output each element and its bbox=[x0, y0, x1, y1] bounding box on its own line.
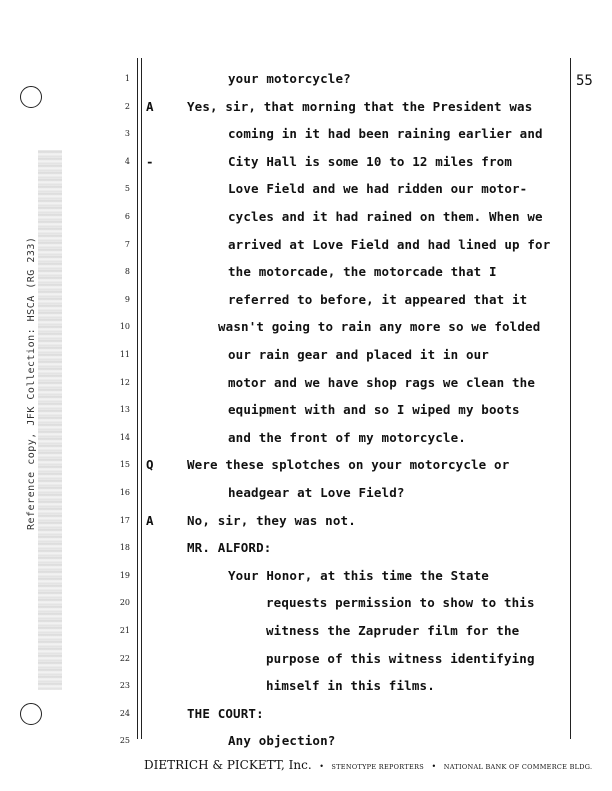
line-number: 11 bbox=[119, 350, 130, 359]
transcript-line: MR. ALFORD: bbox=[187, 540, 272, 556]
line-number: 17 bbox=[119, 515, 130, 525]
line-number: 16 bbox=[119, 488, 130, 497]
transcript-line: purpose of this witness identifying bbox=[266, 650, 535, 666]
transcript-line: Love Field and we had ridden our motor- bbox=[228, 181, 528, 197]
line-number: 24 bbox=[119, 708, 130, 718]
transcript-line: witness the Zapruder film for the bbox=[266, 623, 520, 638]
binder-hole-top bbox=[20, 86, 42, 108]
transcript-line: Any objection? bbox=[228, 733, 336, 749]
transcript-line: Your Honor, at this time the State bbox=[228, 567, 489, 583]
transcript-line: wasn't going to rain any more so we folded bbox=[218, 319, 541, 335]
line-number: 2 bbox=[124, 101, 130, 111]
footer-service: STENOTYPE REPORTERS bbox=[331, 763, 425, 771]
transcript-line: Yes, sir, that morning that the President was bbox=[187, 98, 533, 114]
line-number: 8 bbox=[124, 267, 130, 277]
line-number: 13 bbox=[119, 405, 130, 415]
transcript-line: cycles and it had rained on them. When we bbox=[228, 209, 543, 224]
line-number: 20 bbox=[119, 598, 130, 608]
speaker-marker: - bbox=[146, 153, 154, 169]
line-number: 15 bbox=[119, 460, 130, 470]
transcript-line: himself in this films. bbox=[266, 678, 435, 694]
transcript-line: THE COURT: bbox=[187, 705, 264, 721]
page-number: 55 bbox=[576, 73, 593, 89]
transcript-line: the motorcade, the motorcade that I bbox=[228, 264, 497, 280]
line-number: 7 bbox=[124, 239, 130, 249]
transcript-line: motor and we have shop rags we clean the bbox=[228, 374, 536, 390]
footer-bullet-2: • bbox=[431, 762, 437, 771]
line-number: 14 bbox=[119, 432, 130, 442]
left-margin-rule-inner bbox=[141, 58, 142, 739]
line-number: 12 bbox=[119, 377, 130, 387]
transcript-line: coming in it had been raining earlier and bbox=[228, 126, 543, 142]
binder-hole-bottom bbox=[20, 703, 42, 725]
line-number: 25 bbox=[119, 736, 130, 746]
footer-address: NATIONAL BANK OF COMMERCE BLDG. bbox=[443, 763, 593, 771]
line-number: 3 bbox=[124, 129, 130, 139]
speaker-marker: A bbox=[146, 512, 154, 528]
line-number: 9 bbox=[124, 294, 130, 304]
speaker-marker: Q bbox=[146, 457, 154, 473]
transcript-line: equipment with and so I wiped my boots bbox=[228, 402, 520, 418]
line-number: 22 bbox=[119, 653, 130, 663]
transcript-line: City Hall is some 10 to 12 miles from bbox=[228, 153, 512, 169]
footer-firm: DIETRICH & PICKETT, Inc. bbox=[144, 758, 312, 772]
line-number: 19 bbox=[119, 570, 130, 580]
right-margin-rule bbox=[570, 58, 571, 739]
transcript-line: and the front of my motorcycle. bbox=[228, 429, 466, 445]
side-note: Reference copy, JFK Collection: HSCA (RG 233) bbox=[26, 236, 37, 530]
transcript-line: our rain gear and placed it in our bbox=[228, 347, 489, 362]
transcript-line: No, sir, they was not. bbox=[187, 512, 356, 528]
transcript-line: Were these splotches on your motorcycle or bbox=[187, 457, 510, 473]
speaker-marker: A bbox=[146, 98, 154, 114]
transcript-line: arrived at Love Field and had lined up for bbox=[228, 236, 551, 252]
line-number: 10 bbox=[119, 322, 130, 332]
left-margin-rule bbox=[137, 58, 138, 739]
line-number: 21 bbox=[119, 626, 130, 635]
transcript-line: headgear at Love Field? bbox=[228, 485, 405, 500]
footer bbox=[144, 758, 593, 772]
line-number: 23 bbox=[119, 681, 130, 691]
transcript-line: referred to before, it appeared that it bbox=[228, 291, 528, 307]
transcript-line: your motorcycle? bbox=[228, 71, 351, 86]
transcript-line: requests permission to show to this bbox=[266, 595, 535, 611]
line-number: 1 bbox=[124, 74, 130, 83]
line-number: 4 bbox=[124, 156, 130, 166]
line-number: 6 bbox=[124, 212, 130, 221]
footer-bullet: • bbox=[319, 762, 324, 771]
scan-artifact-strip bbox=[38, 150, 62, 690]
line-number: 5 bbox=[124, 184, 130, 194]
line-number: 18 bbox=[119, 543, 130, 553]
